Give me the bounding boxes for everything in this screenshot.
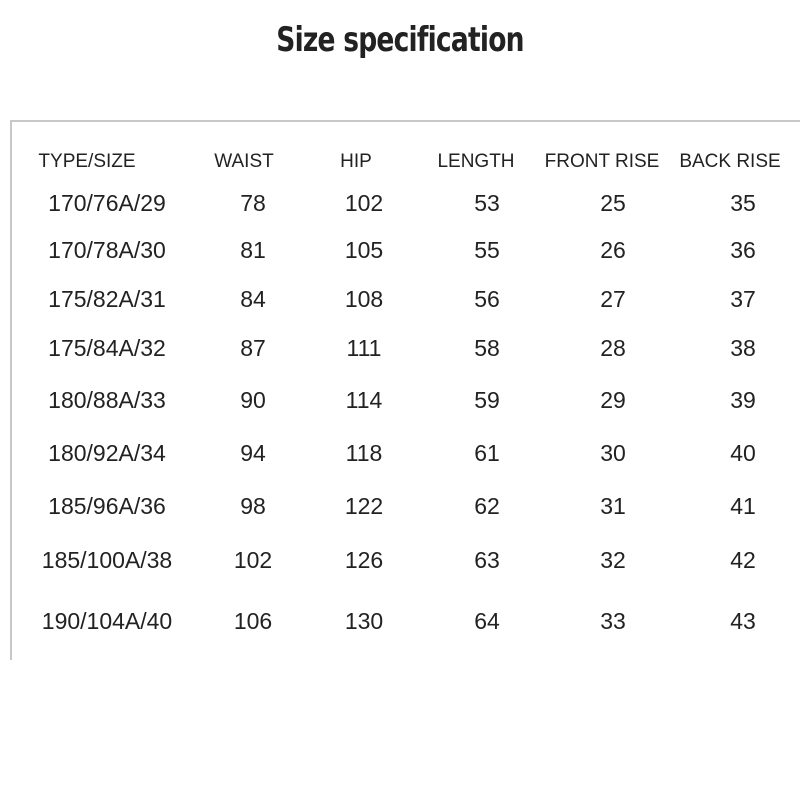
cell-front-rise: 26 [600,237,626,263]
cell-length: 61 [474,440,500,466]
cell-back-rise: 39 [730,387,756,413]
cell-length: 64 [474,608,500,634]
cell-hip: 114 [345,387,383,413]
cell-back-rise: 42 [730,547,756,573]
cell-type-size: 170/76A/29 [48,190,166,216]
cell-waist: 98 [240,493,266,519]
cell-length: 53 [474,190,500,216]
cell-hip: 122 [344,493,384,519]
cell-length: 59 [474,387,500,413]
cell-back-rise: 35 [730,190,756,216]
cell-hip: 118 [345,440,383,466]
header-type-size: TYPE/SIZE [38,151,136,172]
cell-back-rise: 36 [730,237,756,263]
header-waist: WAIST [214,151,274,172]
cell-waist: 78 [240,190,266,216]
header-back-rise: BACK RISE [679,151,781,172]
cell-type-size: 180/92A/34 [48,440,166,466]
cell-hip: 126 [344,547,384,573]
header-front-rise: FRONT RISE [544,151,660,172]
cell-hip: 105 [344,237,384,263]
cell-type-size: 185/100A/38 [41,547,173,573]
cell-hip: 102 [344,190,384,216]
cell-back-rise: 43 [730,608,756,634]
cell-type-size: 185/96A/36 [48,493,166,519]
cell-front-rise: 28 [600,335,626,361]
cell-length: 62 [474,493,500,519]
cell-front-rise: 31 [600,493,626,519]
cell-hip: 130 [344,608,384,634]
cell-front-rise: 33 [600,608,626,634]
cell-type-size: 175/84A/32 [48,335,166,361]
cell-waist: 106 [233,608,273,634]
cell-back-rise: 37 [730,286,756,312]
cell-back-rise: 38 [730,335,756,361]
cell-front-rise: 32 [600,547,626,573]
cell-hip: 111 [346,335,382,361]
cell-front-rise: 29 [600,387,626,413]
cell-type-size: 180/88A/33 [48,387,166,413]
cell-back-rise: 40 [730,440,756,466]
cell-waist: 81 [240,237,266,263]
cell-type-size: 170/78A/30 [48,237,166,263]
cell-waist: 102 [233,547,273,573]
cell-type-size: 175/82A/31 [48,286,166,312]
cell-front-rise: 27 [600,286,626,312]
cell-front-rise: 25 [600,190,626,216]
cell-waist: 84 [240,286,266,312]
cell-waist: 87 [240,335,266,361]
cell-waist: 90 [240,387,266,413]
page-title: Size specification [276,20,524,60]
cell-front-rise: 30 [600,440,626,466]
cell-length: 56 [474,286,500,312]
cell-type-size: 190/104A/40 [41,608,173,634]
cell-length: 63 [474,547,500,573]
cell-hip: 108 [344,286,384,312]
header-length: LENGTH [437,151,515,172]
cell-back-rise: 41 [730,493,756,519]
cell-waist: 94 [240,440,266,466]
cell-length: 58 [474,335,500,361]
header-hip: HIP [340,151,372,172]
cell-length: 55 [474,237,500,263]
